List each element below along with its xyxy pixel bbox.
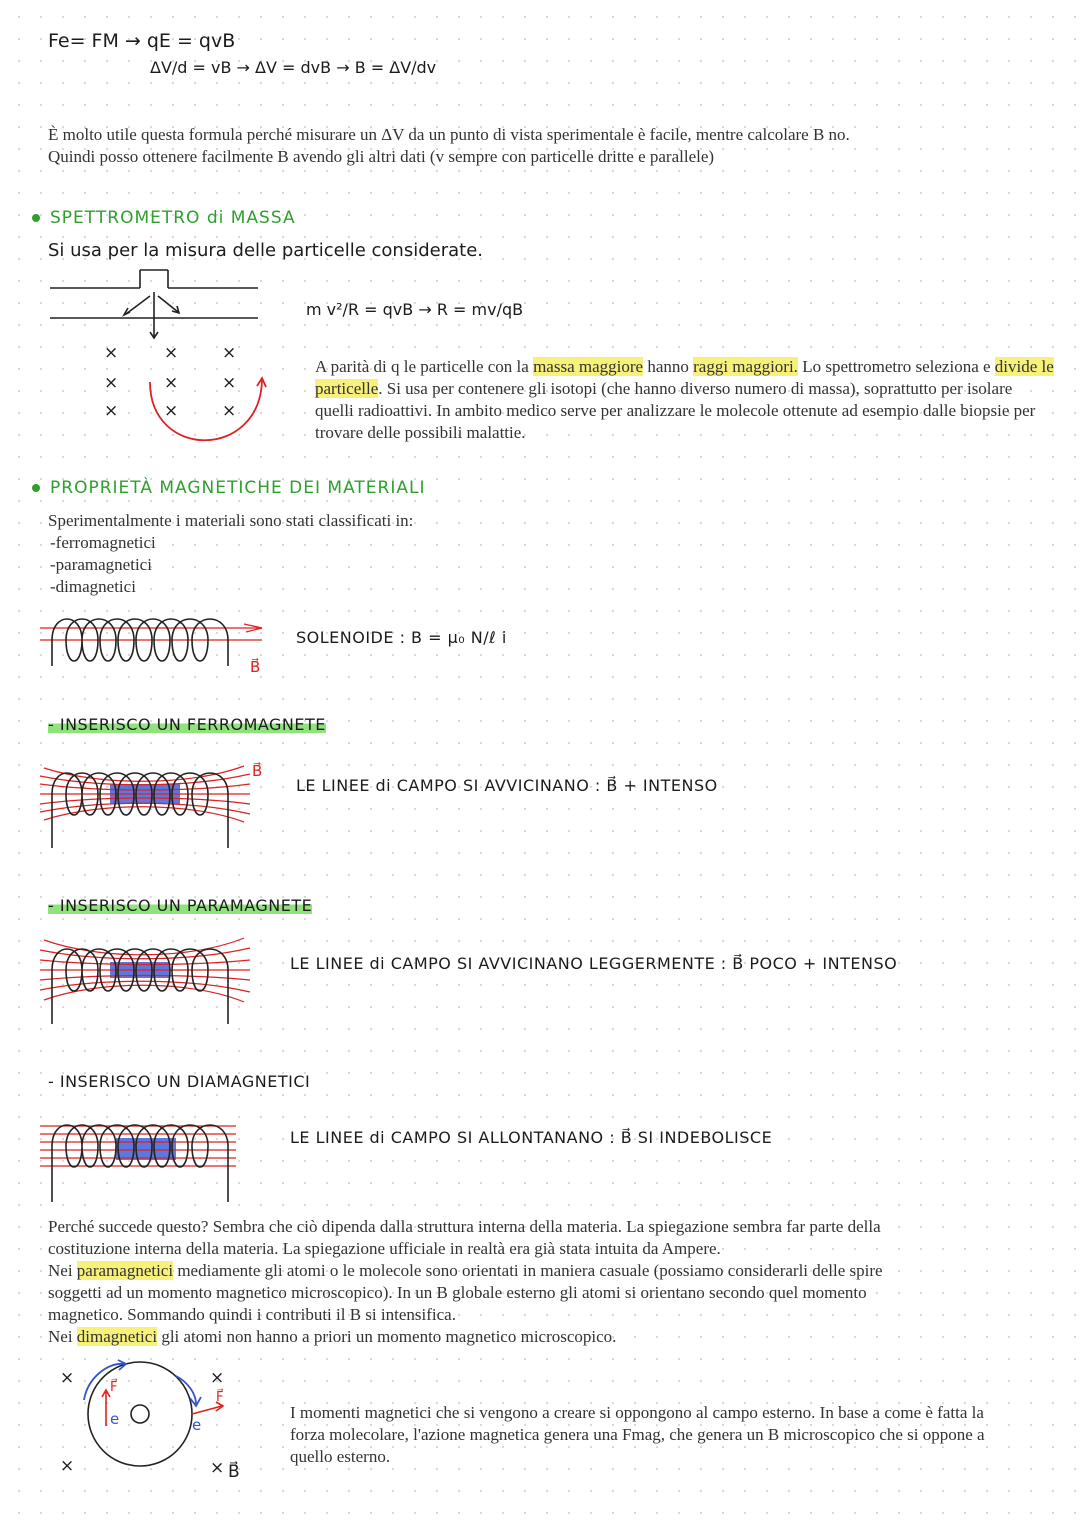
cross-mark: × — [210, 1458, 225, 1478]
para-description: LE LINEE di CAMPO SI AVVICINANO LEGGERMENTE : B⃗ POCO + INTENSO — [290, 954, 898, 973]
atom-paragraph: I momenti magnetici che si vengono a creare si oppongono al campo esterno. In base a come è fatta la forza molecolare, l'azione magnetica genera una Fmag, che genera un B microscopico che si oppone a quello esterno. — [290, 1403, 985, 1466]
materials-intro: Sperimentalmente i materiali sono stati classificati in: — [48, 511, 414, 530]
ferro-description: LE LINEE di CAMPO SI AVVICINANO : B⃗ + INTENSO — [296, 776, 718, 795]
magnetic-title: PROPRIETÀ MAGNETICHE DEI MATERIALI — [32, 478, 425, 498]
intro-paragraph: È molto utile questa formula perché misurare un ΔV da un punto di vista sperimentale è facile, mentre calcolare B no. Quindi posso ottenere facilmente B avendo gli altri dati (v sempre con particelle dritte e parallele) — [48, 125, 850, 166]
electron-label: e — [192, 1416, 202, 1434]
para-title: - INSERISCO UN PARAMAGNETE — [48, 896, 313, 915]
dia-description: LE LINEE di CAMPO SI ALLONTANANO : B⃗ SI INDEBOLISCE — [290, 1128, 773, 1147]
cross-mark: × — [60, 1456, 75, 1476]
b-vector-label: B⃗ — [250, 658, 261, 676]
spectrometer-paragraph: A parità di q le particelle con la massa maggiore hanno raggi maggiori. Lo spettrometro seleziona e divide le particelle. Si usa per contenere gli isotopi (che hanno diverso numero di massa), soprattutto per isolare quelli radioattivi. In ambito medico serve per analizzare le molecole ottenute ad esempio dalle biopsie per trovare delle possibili malattie. — [315, 357, 1054, 442]
cross-mark: × — [60, 1368, 75, 1388]
b-vector-label: B⃗ — [252, 762, 263, 780]
formula-line-2: ΔV/d = vB → ΔV = dvB → B = ΔV/dv — [150, 58, 437, 77]
material-ferro: -ferromagnetici — [50, 533, 156, 552]
ferro-title: - INSERISCO UN FERROMAGNETE — [48, 715, 326, 734]
cross-mark: × — [210, 1368, 225, 1388]
electron-orbit — [88, 1362, 192, 1466]
force-label: F⃗ — [110, 1380, 118, 1395]
material-para: -paramagnetici — [50, 555, 152, 574]
dia-title: - INSERISCO UN DIAMAGNETICI — [48, 1072, 311, 1091]
material-dia: -dimagnetici — [50, 577, 136, 596]
explanation-paragraph: Perché succede questo? Sembra che ciò dipenda dalla struttura interna della materia. La spiegazione sembra far parte della costituzione interna della materia. La spiegazione ufficiale in realtà era già stata intuita da Ampere. Nei paramagnetici mediamente gli atomi o le molecole sono orientati in maniera casuale (possiamo considerarli delle spire soggetti ad un momento magnetico microscopico). In un B globale esterno gli atomi si orientano secondo quel momento magnetico. Sommando quindi i contributi il B si intensifica. Nei dimagnetici gli atomi non hanno a priori un momento magnetico microscopico. — [48, 1217, 883, 1346]
spectrometer-title: SPETTROMETRO di MASSA — [32, 208, 296, 228]
force-label: F⃗ — [216, 1390, 224, 1405]
nucleus — [131, 1405, 149, 1423]
electron-label: e — [110, 1410, 120, 1428]
spectrometer-subtitle: Si usa per la misura delle particelle considerate. — [48, 240, 483, 261]
radius-formula: m v²/R = qvB → R = mv/qB — [306, 300, 524, 319]
atom-diagram — [0, 0, 300, 1500]
solenoid-formula: SOLENOIDE : B = μ₀ N/ℓ i — [296, 628, 507, 647]
b-field-label: B⃗ — [228, 1462, 240, 1482]
formula-line-1: Fe= FM → qE = qvB — [48, 30, 236, 52]
